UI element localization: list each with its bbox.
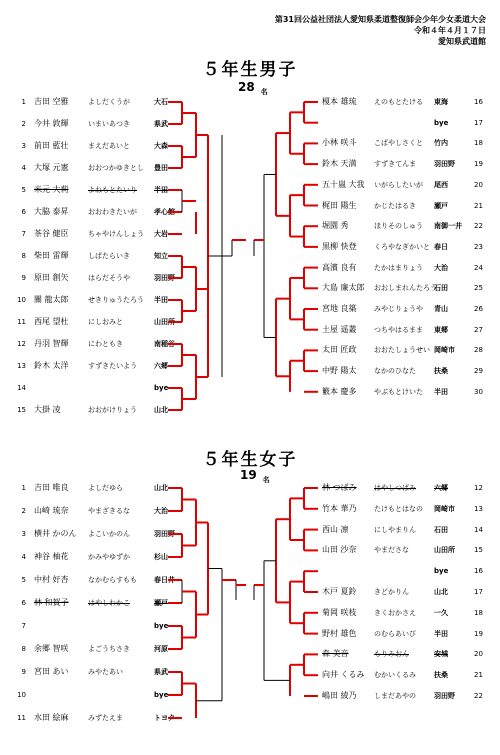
entry-kana: おおがけりょう bbox=[88, 406, 137, 414]
entry-kana: にしおみと bbox=[88, 318, 123, 326]
entry-number: 2 bbox=[21, 507, 26, 515]
entry-number: 22 bbox=[474, 222, 483, 231]
entry-team: 県武 bbox=[154, 120, 168, 128]
entry-name: 堀園 秀 bbox=[322, 221, 349, 231]
entry-kana: しばたらいき bbox=[88, 252, 130, 260]
entry-kana: みずたえま bbox=[88, 714, 123, 722]
entry-number: 15 bbox=[17, 406, 26, 414]
entry-number: 17 bbox=[474, 118, 483, 127]
entry-team: 山北 bbox=[434, 588, 448, 596]
entry-number: 28 bbox=[474, 346, 483, 355]
entry-number: 13 bbox=[474, 504, 483, 513]
entry-name: 榎本 雄琉 bbox=[322, 97, 357, 106]
entry-kana: おおたしょうせい bbox=[374, 346, 430, 355]
entry-number: 8 bbox=[21, 645, 26, 653]
entry-number: 30 bbox=[474, 387, 483, 396]
entry-kana: よしだくうが bbox=[88, 98, 130, 106]
entry-number: 20 bbox=[474, 180, 483, 189]
entry-team: 大岩 bbox=[154, 230, 168, 238]
entry-number: 25 bbox=[474, 284, 483, 293]
entry-name: 大島 廉太郎 bbox=[322, 283, 365, 293]
entry-number: 5 bbox=[21, 576, 26, 584]
entry-kana: やぶもとけいた bbox=[374, 387, 423, 396]
entry-kana: かじたはるき bbox=[374, 201, 416, 210]
girls-count-unit: 名 bbox=[262, 476, 270, 484]
entry-name: 太田 匠政 bbox=[322, 345, 357, 355]
entry-number: 6 bbox=[21, 208, 26, 216]
entry-number: 21 bbox=[474, 671, 483, 680]
entry-kana: やまざきるな bbox=[88, 507, 130, 515]
entry-name: 横井 かのん bbox=[34, 529, 77, 538]
entry-name: 木戸 夏鈴 bbox=[322, 587, 357, 596]
entry-team: bye bbox=[434, 567, 449, 576]
entry-number: 11 bbox=[17, 714, 26, 722]
entry-name: 籔本 慶多 bbox=[322, 386, 357, 396]
entry-team: トヨタ bbox=[154, 714, 175, 722]
entry-name: 關 龍太郎 bbox=[34, 295, 69, 304]
entry-kana: たけもとはなの bbox=[374, 504, 423, 513]
entry-name: 丹羽 智輝 bbox=[34, 339, 69, 348]
entry-number: 7 bbox=[21, 230, 26, 238]
entry-kana: しまだあやの bbox=[374, 692, 416, 700]
entry-kana: きくおかさえ bbox=[374, 608, 416, 617]
entry-name: 野村 雄色 bbox=[322, 628, 357, 638]
entry-team: bye bbox=[154, 691, 169, 699]
entry-kana: みやたあい bbox=[88, 668, 123, 676]
entry-kana: はらだそうや bbox=[88, 274, 130, 282]
entry-name: 茶谷 健臣 bbox=[34, 229, 69, 238]
entry-number: 9 bbox=[21, 274, 26, 282]
entry-kana: はやしつばみ bbox=[374, 484, 416, 492]
entry-name: 大掛 凌 bbox=[34, 405, 61, 414]
entry-team: 山北 bbox=[154, 406, 168, 414]
entry-name: 今井 敦輝 bbox=[34, 119, 69, 128]
entry-name: 梶田 陽生 bbox=[322, 200, 357, 210]
entry-team: 県武 bbox=[154, 668, 168, 676]
entry-team: 大石 bbox=[154, 98, 168, 106]
girls-count-value: 19 bbox=[240, 468, 257, 482]
entry-kana: いまいあつき bbox=[88, 120, 130, 128]
entry-kana: のむらあいび bbox=[374, 629, 416, 638]
entry-kana: むかいくるみ bbox=[374, 671, 416, 680]
entry-name: 森 美音 bbox=[322, 649, 349, 659]
entry-team: 羽田野 bbox=[434, 692, 455, 700]
entry-name: 高濱 良有 bbox=[322, 262, 357, 272]
entry-kana: おおつかゆきとし bbox=[88, 164, 144, 172]
entry-name: 小林 咲斗 bbox=[322, 138, 357, 148]
entry-kana: すずきたいよう bbox=[88, 362, 138, 370]
entry-team: 半田 bbox=[154, 186, 168, 194]
entry-team: 山北 bbox=[154, 484, 168, 492]
entry-name: 林 和賀子 bbox=[34, 598, 69, 607]
boys-count-unit: 名 bbox=[260, 88, 268, 96]
entry-kana: くろやなぎかいと bbox=[374, 242, 430, 251]
entry-team: 扶桑 bbox=[434, 367, 448, 376]
entry-kana: ほりそのしゅう bbox=[374, 222, 423, 231]
entry-number: 21 bbox=[474, 201, 483, 210]
entry-number: 12 bbox=[474, 484, 483, 492]
entry-kana: よごうちさき bbox=[88, 645, 130, 653]
entry-name: 前田 藍壮 bbox=[34, 141, 69, 150]
entry-number: 11 bbox=[17, 318, 26, 326]
entry-kana: おおしまれんたろう bbox=[374, 284, 437, 293]
entry-team: 南稲谷 bbox=[154, 340, 175, 348]
entry-name: 吉田 唯良 bbox=[34, 483, 69, 492]
entry-kana: にわともき bbox=[88, 340, 123, 348]
entry-team: 東郷 bbox=[434, 325, 448, 334]
entry-number: 24 bbox=[474, 263, 483, 272]
entry-team: 大治 bbox=[434, 263, 448, 272]
entry-team: 青山 bbox=[434, 305, 448, 313]
entry-kana: やまださな bbox=[374, 546, 409, 555]
entry-team: 半田 bbox=[434, 629, 448, 638]
entry-name: 宮田 あい bbox=[34, 667, 69, 676]
entry-team: 石田 bbox=[434, 284, 448, 293]
entry-kana: みやじりょうや bbox=[374, 305, 423, 313]
boys-count-value: 28 bbox=[238, 80, 255, 94]
entry-kana: まえだあいと bbox=[88, 142, 130, 150]
entry-number: 14 bbox=[17, 384, 26, 392]
entry-kana: おおわきたいが bbox=[88, 208, 137, 216]
entry-number: 27 bbox=[474, 325, 483, 334]
entry-kana: もりみおん bbox=[374, 650, 409, 659]
entry-name: 西尾 望杜 bbox=[34, 317, 69, 326]
entry-number: 23 bbox=[474, 242, 483, 251]
entry-team: 豊田 bbox=[154, 164, 168, 172]
entry-kana: こばやしさくと bbox=[374, 139, 423, 148]
entry-number: 16 bbox=[474, 567, 483, 576]
entry-name: 山田 沙奈 bbox=[322, 545, 357, 555]
entry-kana: よこいかのん bbox=[88, 530, 130, 538]
entry-number: 17 bbox=[474, 588, 483, 596]
entry-team: 大治 bbox=[154, 507, 168, 515]
entry-number: 1 bbox=[21, 484, 26, 492]
entry-name: 黒柳 快登 bbox=[322, 241, 357, 251]
entry-name: 余郷 智咲 bbox=[34, 644, 69, 653]
entry-team: bye bbox=[154, 622, 169, 630]
entry-team: 半田 bbox=[434, 387, 448, 396]
entry-number: 18 bbox=[474, 608, 483, 617]
entry-kana: なかむらすもも bbox=[88, 576, 137, 584]
entry-team: 瀬戸 bbox=[154, 599, 168, 607]
entry-kana: ちゃやけんしょう bbox=[88, 230, 144, 238]
entry-number: 3 bbox=[21, 530, 26, 538]
entry-name: 神谷 柚花 bbox=[34, 552, 69, 561]
entry-team: 半田 bbox=[154, 296, 168, 304]
entry-name: 大塚 元憲 bbox=[34, 163, 69, 172]
entry-number: 26 bbox=[474, 305, 483, 313]
entry-team: 羽田野 bbox=[154, 274, 175, 282]
entry-kana: いがらしたいが bbox=[374, 180, 423, 189]
boys-title: ５年生男子 bbox=[202, 60, 298, 80]
entry-number: 5 bbox=[21, 186, 26, 194]
entry-team: 安城 bbox=[434, 650, 448, 659]
entry-team: 山田所 bbox=[434, 546, 455, 555]
girls-title: ５年生女子 bbox=[202, 450, 298, 470]
entry-kana: つちやはるまま bbox=[374, 325, 423, 334]
entry-number: 16 bbox=[474, 98, 483, 106]
entry-name: 西山 凛 bbox=[322, 524, 349, 534]
entry-team: 六郷 bbox=[434, 484, 448, 492]
entry-number: 4 bbox=[21, 164, 26, 172]
entry-name: 吉田 空雅 bbox=[34, 97, 69, 106]
entry-name: 鈴木 天満 bbox=[322, 159, 357, 169]
entry-kana: たかはまりょう bbox=[374, 263, 423, 272]
entry-kana: かみやゆずか bbox=[88, 553, 130, 561]
entry-team: bye bbox=[154, 384, 169, 392]
entry-team: 山田所 bbox=[154, 318, 175, 326]
entry-team: 石田 bbox=[434, 525, 448, 534]
event-date: 令和４年４月１７日 bbox=[414, 26, 486, 35]
entry-number: 19 bbox=[474, 160, 483, 169]
entry-name: 大脇 泰昇 bbox=[34, 207, 69, 216]
entry-team: 瀬戸 bbox=[434, 201, 448, 210]
entry-kana: すずきてんま bbox=[374, 160, 417, 169]
entry-name: 柴田 雷輝 bbox=[34, 251, 69, 260]
entry-name: 土屋 遥叢 bbox=[322, 324, 357, 334]
entry-number: 4 bbox=[21, 553, 26, 561]
entry-kana: よしだゆら bbox=[88, 484, 123, 492]
entry-number: 29 bbox=[474, 367, 483, 376]
entry-team: 春日井 bbox=[154, 576, 175, 584]
event-title: 第31回公益社団法人愛知県柔道整復師会少年少女柔道大会 bbox=[274, 15, 486, 24]
entry-kana: よねもとたいり bbox=[88, 186, 137, 194]
entry-team: 羽田野 bbox=[154, 530, 175, 538]
entry-number: 2 bbox=[21, 120, 26, 128]
entry-name: 嶋田 綾乃 bbox=[322, 691, 357, 700]
entry-team: 羽田野 bbox=[434, 160, 455, 169]
entry-team: 孝心館 bbox=[154, 208, 175, 216]
entry-team: bye bbox=[434, 118, 449, 127]
entry-team: 竹内 bbox=[434, 139, 448, 148]
entry-team: 岡崎市 bbox=[434, 346, 455, 355]
entry-kana: せきりゅうたろう bbox=[88, 296, 144, 304]
entry-team: 尾西 bbox=[434, 180, 448, 189]
entry-team: 六郷 bbox=[154, 362, 168, 370]
entry-kana: にしやまりん bbox=[374, 525, 416, 534]
entry-name: 鈴木 太洋 bbox=[34, 361, 69, 370]
entry-number: 9 bbox=[21, 668, 26, 676]
entry-number: 7 bbox=[21, 622, 26, 630]
entry-number: 20 bbox=[474, 650, 483, 659]
entry-team: 岡崎市 bbox=[434, 504, 455, 513]
entry-name: 水田 絵麻 bbox=[34, 713, 69, 722]
entry-team: 知立 bbox=[154, 252, 168, 260]
entry-name: 五十嵐 大我 bbox=[322, 179, 365, 189]
entry-kana: えのもとたける bbox=[374, 98, 423, 106]
entry-number: 10 bbox=[17, 296, 26, 304]
entry-name: 山崎 琉奈 bbox=[34, 506, 69, 515]
entry-team: 杉山 bbox=[154, 553, 168, 561]
entry-name: 原田 創矢 bbox=[34, 273, 69, 282]
entry-team: 大森 bbox=[154, 142, 168, 150]
entry-name: 菊岡 咲枝 bbox=[322, 607, 357, 617]
entry-number: 18 bbox=[474, 139, 483, 148]
entry-number: 13 bbox=[17, 362, 26, 370]
entry-number: 19 bbox=[474, 629, 483, 638]
entry-number: 15 bbox=[474, 546, 483, 555]
entry-kana: きどかりん bbox=[374, 588, 409, 596]
entry-number: 12 bbox=[17, 340, 26, 348]
entry-team: 扶桑 bbox=[434, 671, 448, 680]
entry-kana: なかのひなた bbox=[374, 367, 416, 376]
entry-number: 14 bbox=[474, 525, 483, 534]
entry-number: 3 bbox=[21, 142, 26, 150]
entry-number: 22 bbox=[474, 692, 483, 700]
entry-name: 竹本 華乃 bbox=[322, 503, 357, 513]
event-venue: 愛知県武道館 bbox=[438, 37, 486, 46]
entry-number: 6 bbox=[21, 599, 26, 607]
entry-team: 一久 bbox=[434, 608, 448, 617]
entry-team: 春日 bbox=[434, 242, 448, 251]
entry-name: 米元 大莉 bbox=[34, 185, 69, 194]
entry-name: 中野 陽太 bbox=[322, 366, 357, 376]
entry-name: 宮地 良築 bbox=[322, 304, 357, 313]
entry-team: 河原 bbox=[154, 645, 168, 653]
entry-name: 林 つばみ bbox=[322, 483, 357, 492]
entry-team: 東海 bbox=[434, 98, 448, 106]
entry-number: 8 bbox=[21, 252, 26, 260]
entry-number: 10 bbox=[17, 691, 26, 699]
entry-kana: はやしわかこ bbox=[88, 599, 130, 607]
entry-team: 南御一井 bbox=[434, 222, 462, 231]
entry-name: 中村 好杏 bbox=[34, 575, 69, 584]
entry-number: 1 bbox=[21, 98, 26, 106]
entry-name: 向井 くるみ bbox=[322, 670, 365, 680]
